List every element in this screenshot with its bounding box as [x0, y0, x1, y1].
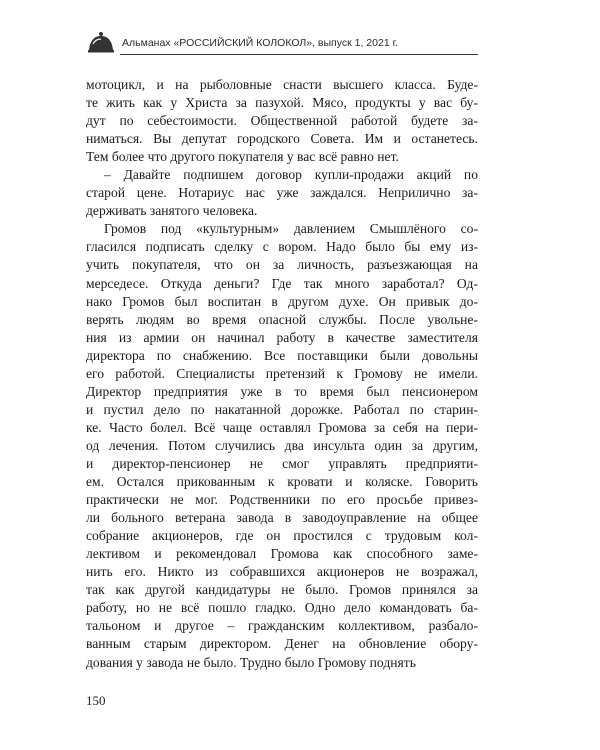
text-line: – Давайте подпишем договор купли-продажи акций по — [104, 167, 478, 183]
paragraph — [86, 166, 478, 220]
text-line: и пустил дело по накатанной дорожке. Работал по старин- — [86, 401, 478, 417]
text-line: Директор предприятия уже в то время был пенсионером — [86, 383, 478, 399]
text-line: держивать занятого человека. — [86, 203, 258, 219]
text-line: Тем более что другого покупателя у вас всё равно нет. — [86, 149, 399, 165]
text-line: Громов под «культурным» давлением Смышлёного со- — [104, 221, 478, 237]
text-line: его работой. Специалисты претензий к Громову не имели. — [86, 365, 478, 381]
body-text — [86, 76, 478, 672]
text-line: учить покупателя, что он за личность, разъезжающая на — [86, 257, 478, 273]
text-line: мотоцикл, и на рыболовные снасти высшего класса. Буде- — [86, 77, 478, 92]
almanac-title: Альманах «РОССИЙСКИЙ КОЛОКОЛ», выпуск 1, 2021 г. — [122, 37, 399, 49]
text-line: лективом и рекомендовал Громова как способного заме- — [86, 546, 478, 562]
paragraph — [86, 220, 478, 671]
text-line: те жить как у Христа за пазухой. Мясо, продукты у вас бу- — [86, 95, 478, 111]
text-line: работу, но не всё пошло гладко. Одно дело командовать ба- — [86, 600, 478, 616]
text-line: так как другой кандидатуры не было. Громов принялся за — [86, 582, 478, 598]
text-line: ке. Часто болел. Всё чаще оставлял Громова за себя на пери- — [86, 419, 478, 435]
text-line: ния из армии он начинал работу в качестве заместителя — [86, 329, 478, 345]
text-line: ниматься. Вы депутат городского Совета. Им и останетесь. — [86, 131, 478, 147]
text-line: мерседесе. Откуда деньги? Где так много заработал? Од- — [86, 275, 478, 291]
text-line: собрание акционеров, где он простился с трудовым кол- — [86, 528, 478, 544]
text-line: директора по снабжению. Все поставщики были довольны — [86, 347, 478, 363]
text-line: ванным старым директором. Денег на обновление обору- — [86, 636, 478, 652]
paragraph — [86, 76, 478, 166]
text-line: старой цене. Нотариус нас уже заждался. Неприлично за- — [86, 185, 478, 201]
header-rule — [120, 54, 478, 55]
text-line: гласился подписать сделку с вором. Надо было бы ему из- — [86, 239, 478, 255]
text-line: и директор-пенсионер не смог управлять предприяти- — [86, 455, 478, 471]
bell-icon — [86, 30, 116, 54]
text-line: нить его. Никто из собравшихся акционеров не возражал, — [86, 564, 478, 580]
text-line: ли больного ветерана завода в заводоуправление на общее — [86, 510, 478, 526]
text-line: тальоном и другое – гражданским коллективом, разбало- — [86, 618, 478, 634]
text-line: нако Громов был воспитан в другом духе. Он привык до- — [86, 293, 478, 309]
running-header — [86, 26, 478, 56]
text-line: дования у завода не было. Трудно было Громову поднять — [86, 654, 416, 670]
text-line: од лечения. Потом случились два инсульта один за другим, — [86, 437, 478, 453]
page-number: 150 — [86, 693, 106, 708]
text-line: ем. Остался прикованным к кровати и коляске. Говорить — [86, 474, 478, 490]
text-line: дут по себестоимости. Общественной работой будете за- — [86, 113, 478, 129]
text-line: верять людям во время опасной службы. После увольне- — [86, 311, 478, 327]
text-line: практически не мог. Родственники по его просьбе привез- — [86, 492, 478, 508]
